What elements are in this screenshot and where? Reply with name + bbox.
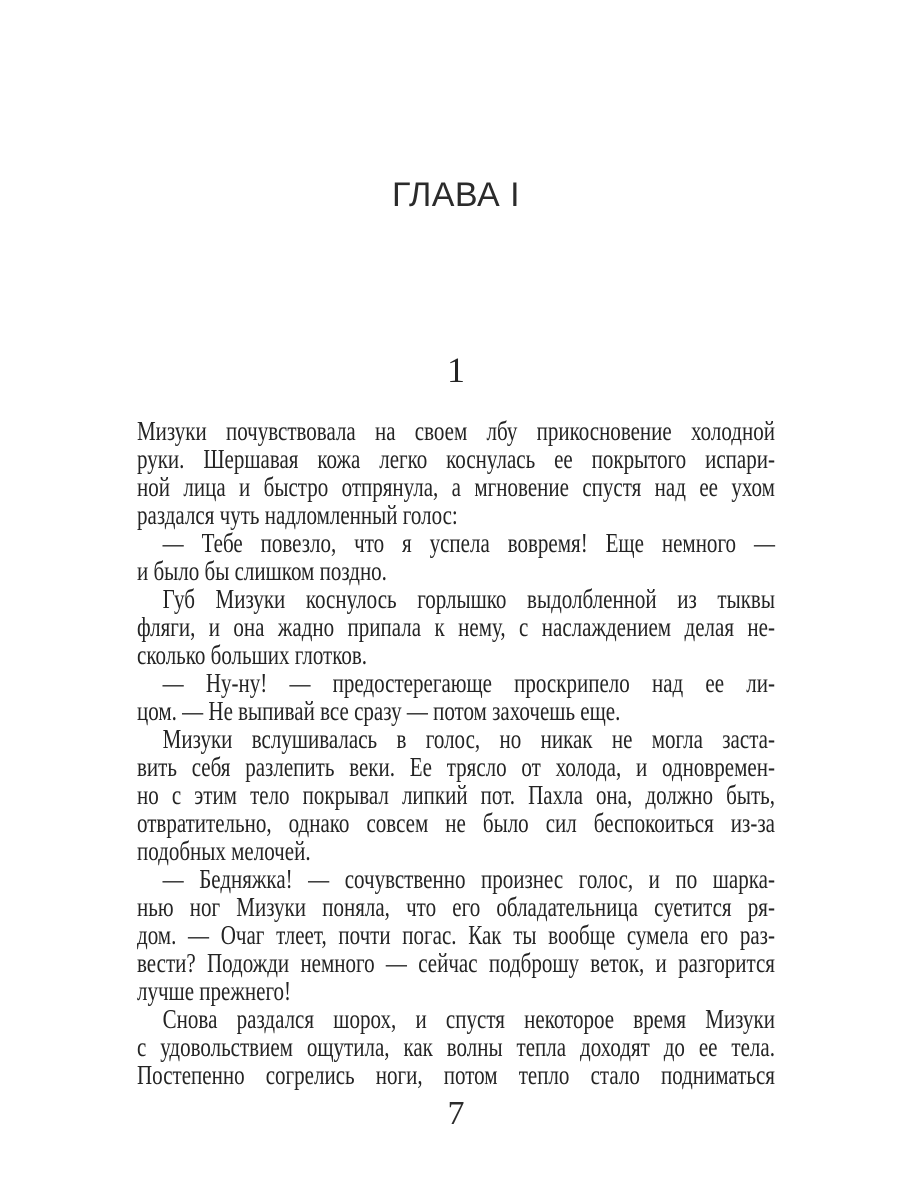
text-line: подобных мелочей.	[137, 836, 311, 866]
text-line: руки. Шершавая кожа легко коснулась ее покрытого испари-	[137, 444, 775, 474]
paragraph	[137, 669, 775, 725]
body-text	[137, 417, 775, 1089]
chapter-title: ГЛАВА I	[391, 176, 521, 214]
text-line: лучше прежнего!	[137, 976, 292, 1006]
section-number: 1	[447, 350, 465, 390]
text-line: ной лица и быстро отпрянула, а мгновение спустя над ее ухом	[137, 472, 775, 502]
text-line: — Ну-ну! — предостерегающе проскрипело над ее ли-	[162, 668, 775, 698]
text-line: вести? Подожди немного — сейчас подброшу веток, и разгорится	[137, 948, 775, 978]
paragraph	[137, 417, 775, 529]
paragraph	[137, 529, 775, 585]
paragraph	[137, 585, 775, 669]
paragraph	[137, 865, 775, 1005]
paragraph	[137, 725, 775, 865]
text-line: отвратительно, однако совсем не было сил беспокоиться из-за	[137, 808, 775, 838]
paragraph	[137, 1005, 775, 1089]
text-line: вить себя разлепить веки. Ее трясло от холода, и одновремен-	[137, 752, 775, 782]
text-line: — Бедняжка! — сочувственно произнес голос, и по шарка-	[162, 864, 775, 894]
text-line: Мизуки почувствовала на своем лбу прикосновение холодной	[137, 416, 775, 446]
text-line: с удовольствием ощутила, как волны тепла доходят до ее тела.	[137, 1032, 775, 1062]
text-line: цом. — Не выпивай все сразу — потом захочешь еще.	[137, 696, 621, 726]
text-line: Снова раздался шорох, и спустя некоторое время Мизуки	[162, 1004, 775, 1034]
text-line: но с этим тело покрывал липкий пот. Пахла она, должно быть,	[137, 780, 775, 810]
text-line: нью ног Мизуки поняла, что его обладательница суетится ря-	[137, 892, 775, 922]
text-line: и было бы слишком поздно.	[137, 556, 387, 586]
text-line: Мизуки вслушивалась в голос, но никак не могла заста-	[162, 724, 775, 754]
text-line: дом. — Очаг тлеет, почти погас. Как ты вообще сумела его раз-	[137, 920, 775, 950]
text-line: Постепенно согрелись ноги, потом тепло стало подниматься	[137, 1060, 775, 1090]
text-line: — Тебе повезло, что я успела вовремя! Еще немного —	[162, 528, 775, 558]
text-line: Губ Мизуки коснулось горлышко выдолбленной из тыквы	[162, 584, 775, 614]
text-line: фляги, и она жадно припала к нему, с наслаждением делая не-	[137, 612, 775, 642]
text-line: раздался чуть надломленный голос:	[137, 500, 458, 530]
page-number: 7	[447, 1095, 465, 1132]
text-line: сколько больших глотков.	[137, 640, 368, 670]
